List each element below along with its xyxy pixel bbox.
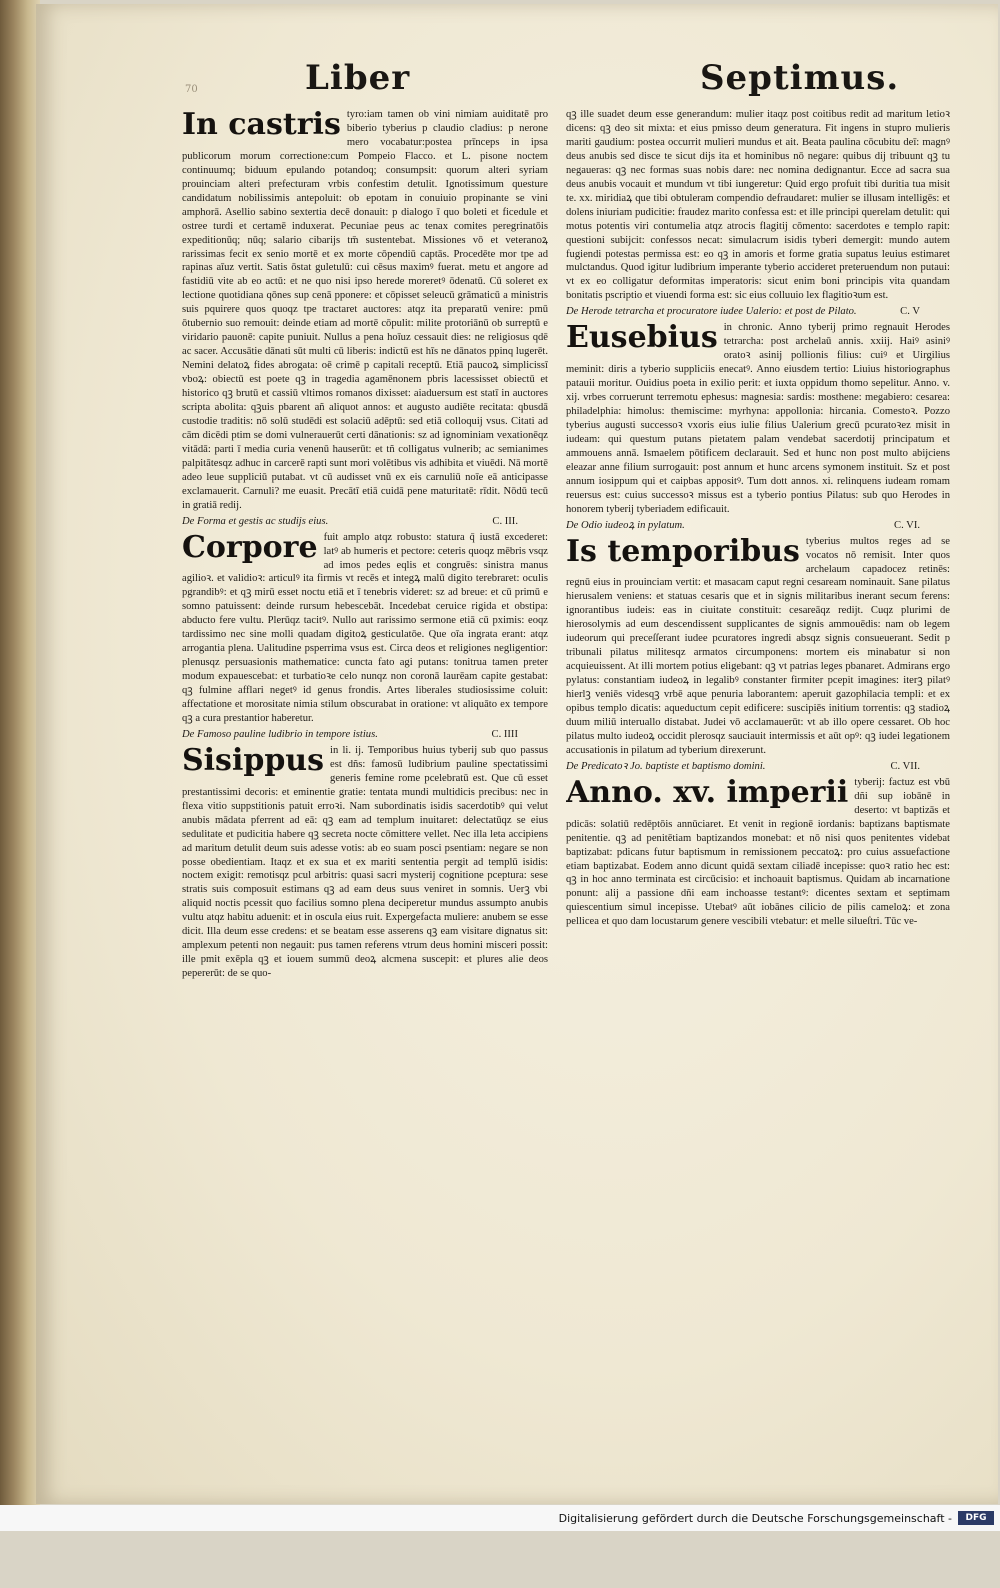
book-edge	[0, 0, 40, 1505]
chapter-heading	[566, 760, 950, 774]
initial-word: Corpore	[182, 529, 318, 565]
chapter-number: C. V	[900, 306, 920, 318]
chapter-number: C. VI.	[894, 519, 920, 531]
paragraph-text: fuit amplo atqz robusto: statura q̄ iustā excederet: latꝰ ab humeris et pectore: ceteris quoqz mēbris vsqz ad imos pedes eqlis et congruēs: sinistra manus agilioꝛ. et validioꝛ: articulꝰ ita firmis vt recēs et integꝝ malū digito terebraret: oculis pgrandibꝰ: et qꝫ mirū esset noctu etiā et ī tenebris videret: sz ad breue: et cū primū e somno patuissent: deinde rursum hebescebāt. Incedebat ceruice rigida et obstipa: abducto fere vultu. Plerūqz tacitꝰ. Nullo aut rarissimo sermone etiā cū pximis: eoqz tardissimo nec sine molli quadam digitoꝝ gesticulatōe. Que oīa ingrata erant: atqz arrogantia plena. Ualitudine psperrima vsus est. Circa deos et religiones negligentior: plenusqz persuasionis mathematice: cuncta fato agi putans: tonitrua tamen preter modum expauescebat: et turbatioꝛe celo nunqz non coronā laurēam capite gestabat: qꝫ fulmine afflari negetꝰ id genus frondis. Artes liberales studiosissime coluit: affectatione et morositate nimia stilum obscurabat in oratione: vt aliquāto ex tempore qꝫ a cura prestantior haberetur.	[182, 531, 548, 724]
chapter-heading	[182, 728, 548, 742]
left-column	[182, 108, 548, 1588]
paragraph-text: in chronic. Anno tyberij primo regnauit Herodes tetrarcha: post archelaū annis. xxiij. Haiꝰ asiniꝰ oratoꝛ asinij pollionis filius: cuiꝰ et Uirgilius meminit: diris a tyberio suppliciis enecatꝰ. Anno eiusdem tertio: Liuius historiographus patauii moritur. Ouidius poeta in exilio perit: et iuxta oppidum thomo sepelitur. Anno. v. xij. vrbes corruerunt terremotu ephesus: magnesia: sardis: mosthene: megabiero: cesarea: philadelphia: himolus: themiscime: myrhyna: appollonia: hircania. Comestoꝛ. Pozzo tyberius augusti successoꝛ vxoris eius iulie filius Ualerium grecū pcuratoꝛez misit in iudeam: qui questum putans pietatem palam vendebat sacerdotij principatum et ammouens annā. Ismaelem pōtificem declarauit. Sed et hunc non post multo abijciens eleazar anne filium surrogauit: post annum et hunc arcens symonem instituit. Sz et post annum iosippum qui et caipbas appositꝰ. Tum dott annos. xi. relinquens iudeam romam reuersus est: cuius successoꝛ missus est a tyberio pontius Pilatus: sub quo Herodes in honorem tyberij tyberiadem edificauit.	[566, 322, 950, 515]
paragraph-text: tyberius multos reges ad se vocatos nō remisit. Inter quos archelaum capadocez retinēs: regnū eius in prouinciam vertit: et masacam caput regni cesaream nominauit. Sane pilatus hierusalem veniens: et statuas cesaris que et in signis militaribus inerant secum ferens: ignorantibus iudeis: eas in ciuitate constituit: cesareāqz redijt. Cuqz plurimi de hierosolymis ad eum descendissent supplicantes de signis ammouēdis: nam ob legem iudeorum qui preceſſerant iudee pcuratores ingredi absqz signis consueuerant. Sedit p tribunali pilatus militesqz armatos circumponens: mortem eis minabatur si non acquieuissent. At illi mortem potius eligebant: qꝫ vt patrias leges pbanaret. Admirans ergo pylatus: constantiam iudeoꝝ in legalibꝰ constanter firmiter pcepit imagines: iterꝫ pilatꝰ hierlꝫ veniēs videsqꝫ vrbē aque penuria laborantem: aperuit gazophilacia templi: et ex opibus templo dicatis: aqueductum cepit edificere: suscipiēs initium torrentis: qꝫ stadioꝝ duum miliū interuallo distabat. Judei vō acclamauerūt: vt ab illo opere cessaret. Ob hoc pilatus multo iudeoꝝ occidit plerosqz sauciauit intermissis et aūt opꝰ: qꝫ iudei legationem accusationis in pilatum ad tyberium direxerunt.	[566, 535, 950, 756]
initial-word: Sisippus	[182, 742, 325, 778]
chapter-title: De Odio iudeoꝝ in pylatum.	[566, 519, 685, 531]
chapter-heading	[182, 515, 548, 529]
paragraph	[182, 744, 548, 981]
dfg-logo: DFG	[958, 1511, 994, 1525]
chapter-number: C. VII.	[890, 760, 920, 772]
margin-number: 70	[185, 84, 198, 95]
initial-word: Anno. xv. imperii	[566, 774, 849, 810]
chapter-title: De Forma et gestis ac studijs eius.	[182, 515, 329, 527]
initial-word: Eusebius	[566, 320, 718, 356]
running-head-left: Liber	[305, 58, 411, 98]
initial-word: In castris	[182, 108, 341, 142]
running-head-right: Septimus.	[700, 58, 900, 98]
footer-bar	[0, 1505, 1000, 1531]
paragraph	[182, 531, 548, 726]
paragraph	[566, 108, 950, 303]
initial-word: Is temporibus	[566, 533, 800, 569]
chapter-number: C. III.	[492, 515, 518, 527]
paragraph-text: in li. ij. Temporibus huius tyberij sub quo passus est dñs: famosū ludibrium pauline spectatissimi generis femine rome pcelebratū est. Que cū esset prestantissimi decoris: et eminentie gratie: tentata mundi multidicis precibus: nec in flexa vitio suppstitionis patuit erroꝛi. Nam subordinatis isidis sacerdotibꝰ qui velut anubis mādata pferrent ad eā: qꝫ eam ad templum inuitaret: delectatūqz se eius sedulitate et pudicitia habere qꝫ secreta nocte cōmittere vellet. Nec illa leta accipiens ad maritum detulit deum suis adesse votis: ab eo suam posci psentiam: negare se non posse obedientiam. Itaqz et ex sua et ex mariti sententia pergit ad templū isidis: noctem exigit: remotisqz pcul arbitris: quasi sacri mysterij cognitione pceptura: sese stratis suis composuit estimans qꝫ ad eam deus suus veniret in somnis. Uerꝫ vbi aliquid noctis pcessit quo facilius somno plena deciperetur mundus assumpto anubis vultu atqz habitu aduenit: et in oscula eius ruit. Expergefacta muliere: anubem se esse dicit. Illa deum esse credens: et se beatam esse asserens qꝫ eam visitare dignatus sit: amplexum petenti non negauit: pus tamen referens vtrum deus homini misceri possit: ille pmit exēpla qꝫ et iouem summū deoꝝ alcmena suscepit: et plures alie deos pepererūt: de se quo-	[182, 744, 548, 980]
footer-credit: Digitalisierung gefördert durch die Deutsche Forschungsgemeinschaft -	[558, 1512, 952, 1525]
paragraph-text: tyberij: factuz est vbū dñi sup iobānē in deserto: vt baptizās et pdicās: solatiū redēptōis annūciaret. Et venit in regionē iordanis: baptizans baptismate penitentie. qꝫ ad penitētiam baptizandos monebat: et nō nisi quos penitentes videbat baptizabat: pdicans futur baptismum in remissionem peccatoꝝ: pro cuius assuefactione etiam baptizabat. Eodem anno dicunt quidā sextam ciliadē incepisse: quoꝛ ratio hec est: qꝫ in hoc anno terminata est circūcisio: et inchoauit baptismus. Quidam ab incarnatione ponunt: alij a passione dñi eam inchoasse testantꝰ: dicentes sextam et septimam quiescentium simul incepisse. Utebatꝰ aūt iobānes cilicio de pilis cameloꝝ: et zona pellicea et quo dam locustarum genere vescibili vtebatur: et melle silueſtri. Tūc ve-	[566, 776, 950, 928]
paragraph-text: tyro:iam tamen ob vini nimiam auiditatē pro biberio tyberius p claudio cladius: p nerone mero vocabatur:postea prīnceps in ipsa publicorum morum correctione:cum Pompeio Flacco. et L. pisone noctem continuumq; biduum epulando potandoq; consumpsit: quorum alteri syriam prouinciam alteri prefecturam vrbis confestim detulit. Ignotissimum questure candidatum nobilissimis antepoluit: ob epotam in conuiuio propinante se vini amphorā. Asellio sabino sextertia decē donauit: p dialogo ī quo boleti et ficedule et ostree turdi et certamē induxerat. Pecuniae peus ac tenax comites peregrinatōis expeditionūq; nūq; salario cibarijs tm̄ sustentebat. Missiones vō et veteranoꝝ rarissimas fecit ex senio mortē et ex morte cōpendiū captās. Procedēte mor tpe ad rapinas aīuz vertit. Satis ōstat guletulū: cui cēsus maximꝰ fuerat. metu et angore ad fastidiū vite ab eo actū: et ne quo nisi ipso herede moreretꝰ ōdenatū. Cū soleret ex lectione quotidiana qōnes sup cenā pponere: et cōpisset seleucū grāmaticū a ministris suis pquirere quos quoqz tpe tractaret auctores: atqz ita preparatū venire: pmū ōtubernio suo remouit: deinde etiam ad mortē cōpulit: milite protoriānū ob surreptū e viridario pauonē: capite puniuit. Nullus a pena hoīuz cessauit dies: ne religiosus qdē ac sacer. Accusātie dānati sūt multi cū liberis: indictū est hīs ne dānatos ppinq lugerēt. Nemini delatoꝝ fides abrogata: oē crimē p capitali receptū. Etiā paucoꝝ simplicissī vboꝝ: obiectū est poete qꝫ in tragedia agamēnonem pbris lacessisset obiectū et historico qꝫ brutū et cassiū vltimos romanos dixisset: aiaduersum est statī in auctores scripta abolita: qꝫuis pbarent añ aliquot annos: et augusto audiēte recitata: qbusdā custodie traditis: nō solū studēdi est solaciū adēptū: sed etiā colloquij vsus. Citati ad cām dicēdi ptim se domi vulnerauerūt certi dānationis: sz ad ignominiam vexationēqz vitādā: parti ī media curia venenū hauserūt: et tñ colligatus vulnerib; ac semianimes palpitātesqz adhuc in carcerē rapti sunt mori volētibus vis adhibita et viuēdi. Nā mortē adeo leue suppliciū putabat. vt cū audisset vnū ex eis carnuliū noīe eā anticipasse exclamauerit. Carnuli? me euasit. Precātī etiā cuidā pene maturitatē: rīdit. Nōdū tecū in gratiā redij.	[182, 109, 548, 511]
chapter-number: C. IIII	[491, 728, 518, 740]
right-column	[566, 108, 950, 1588]
paragraph-text: qꝫ ille suadet deum esse generandum: mulier itaqz post coitibus redit ad maritum letioꝛ dicens: qꝫ deo sit mixta: et eius pmisso deum generatura. Fit ingens in stupro mulieris mariti gaudium: postea occurrit mulieri mundus et ait. Beata paulina cōcubitu deī: magnꝰ deus anubis sed disce te sicut dijs ita et hominibus nō negare: quibus dij tribuunt qꝫ tu negaueras: qꝫ nec formas suas nobis dare: nec nomina dedignantur. Ecce ad sacra sua deus anubis vocauit et mundum vt tibi iungeretur: Quid ergo profuit tibi duritia tua misit te. xx. miridiaꝝ que tibi obtuleram compendio defraudaret: mulier se illusam intelligēs: et dolens iniuriam pudicitie: fraudez marito confessa est: et ille principi querelam detulit: qui motus potentis viri contumelia atqz atrocis flagitij cōmento: sacerdotes e templo rapit: questioni subijcit: confessos necat: simulacrum isidis tyberi demergit: mundo autem fugiendi potestas permissa est: eo qꝫ in amoris et forme gratia supatus leuius estimaret mulctandus. Quod igitur ludibrium imperante tyberio accideret preteruendum non putaui: vt ex eo colligatur deformitas imperatoris: sicut enim boni principis vita quandam bonitatis pscriptio et viuendi forma est: sic eius colluuio lex flagitioꝛum est.	[566, 109, 950, 302]
chapter-title: De Famoso pauline ludibrio in tempore istius.	[182, 728, 378, 740]
paragraph	[566, 321, 950, 516]
chapter-heading	[566, 305, 950, 319]
paragraph	[566, 535, 950, 758]
paragraph	[182, 108, 548, 513]
chapter-title: De Predicatoꝛ Jo. baptiste et baptismo domini.	[566, 760, 766, 772]
chapter-heading	[566, 519, 950, 533]
paragraph	[566, 776, 950, 929]
chapter-title: De Herode tetrarcha et procuratore iudee Ualerio: et post de Pilato.	[566, 306, 857, 318]
